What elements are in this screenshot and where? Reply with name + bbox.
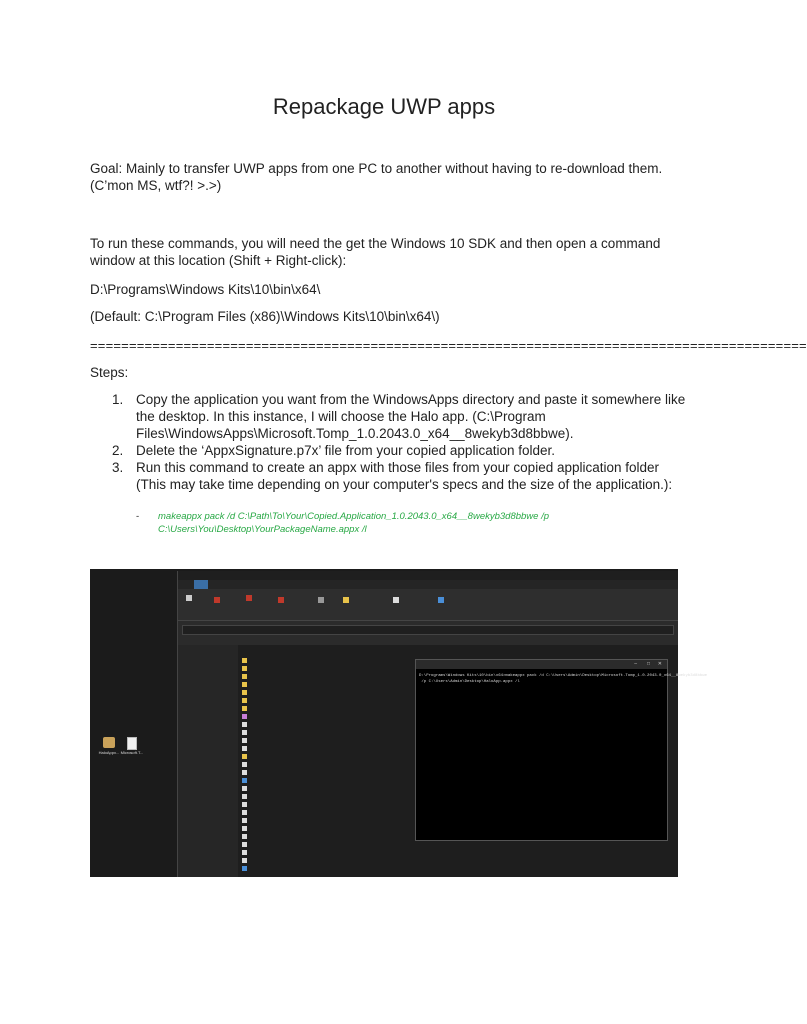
ribbon-tab[interactable] <box>225 580 238 589</box>
file-icon <box>242 762 247 767</box>
separator-line: ============================================================================================ <box>90 338 807 353</box>
window-titlebar <box>178 571 678 580</box>
file-icon <box>242 818 247 823</box>
file-icon <box>242 794 247 799</box>
list-item[interactable] <box>242 673 250 680</box>
step-text: Run this command to create an appx with those files from your copied application folder (This may take time depending on your computer's specs and the size of the application.): <box>136 460 673 492</box>
file-icon <box>242 770 247 775</box>
navigation-pane <box>178 645 238 877</box>
cmd-titlebar <box>416 660 667 669</box>
copy-icon[interactable] <box>214 597 220 603</box>
folder-icon <box>242 674 247 679</box>
package-icon <box>103 737 115 748</box>
file-icon <box>242 850 247 855</box>
intro-paragraph: To run these commands, you will need the get the Windows 10 SDK and then open a command window at this location (Shift + Right-click): <box>90 236 661 268</box>
file-icon <box>242 858 247 863</box>
ribbon-tab[interactable] <box>210 580 223 589</box>
ribbon-tab[interactable] <box>180 580 192 589</box>
list-item[interactable] <box>242 817 250 824</box>
goal-paragraph: Goal: Mainly to transfer UWP apps from one PC to another without having to re-download them. (C’mon MS, wtf?! >.>) <box>90 161 663 193</box>
list-item[interactable] <box>242 825 250 832</box>
delete-icon[interactable] <box>318 597 324 603</box>
select-icon[interactable] <box>438 597 444 603</box>
steps-list <box>112 391 692 493</box>
file-icon <box>242 778 247 783</box>
ribbon-tab[interactable] <box>194 580 207 589</box>
step-text: Copy the application you want from the WindowsApps directory and paste it somewhere like the desktop. In this instance, I will choose the Halo app. (C:\Program Files\WindowsApps\Microsoft.Tomp_1.0.2043.0_x64__8wekyb3d8bbwe). <box>136 392 686 441</box>
ribbon-tabs <box>178 580 678 589</box>
list-item[interactable] <box>242 849 250 856</box>
file-icon <box>242 722 247 727</box>
list-item[interactable] <box>242 753 250 760</box>
file-icon <box>242 834 247 839</box>
list-item[interactable] <box>242 745 250 752</box>
list-item[interactable] <box>242 697 250 704</box>
list-item[interactable] <box>242 833 250 840</box>
list-item[interactable] <box>242 657 250 664</box>
list-item[interactable] <box>242 793 250 800</box>
ribbon-toolbar <box>178 589 678 621</box>
folder-icon <box>242 698 247 703</box>
list-item[interactable] <box>242 729 250 736</box>
folder-icon <box>242 690 247 695</box>
address-bar[interactable] <box>182 625 674 635</box>
document-icon <box>127 737 137 750</box>
folder-icon <box>242 682 247 687</box>
cmd-output: D:\Programs\Windows Kits\10\bin\x64>makeappx pack /d C:\Users\Admin\Desktop\Microsoft.Tomp_1.0.2043.0_x64__8wekyb3d8bbwe /p C:\Users\Admin\Desktop\HaloApp.appx /l <box>419 674 708 684</box>
file-icon <box>242 810 247 815</box>
file-icon <box>242 802 247 807</box>
step-number: 1. <box>112 392 124 407</box>
embedded-screenshot <box>90 569 708 877</box>
step-number: 3. <box>112 460 124 475</box>
list-item[interactable] <box>242 665 250 672</box>
pin-icon[interactable] <box>186 595 192 601</box>
command-text: makeappx pack /d C:\Path\To\Your\Copied.Application_1.0.2043.0_x64__8wekyb3d8bbwe /p C:\Users\You\Desktop\YourPackageName.appx /l <box>158 511 550 535</box>
step-text: Delete the ‘AppxSignature.p7x’ file from your copied application folder. <box>136 443 555 458</box>
cut-icon[interactable] <box>246 595 252 601</box>
desktop-icon-microsoft <box>117 737 147 755</box>
list-item[interactable] <box>242 809 250 816</box>
desktop-icon-label: Microsoft.T... <box>120 750 144 755</box>
folder-icon <box>242 658 247 663</box>
list-item[interactable] <box>242 705 250 712</box>
list-item[interactable] <box>242 785 250 792</box>
bullet-dash: - <box>136 511 140 522</box>
properties-icon[interactable] <box>393 597 399 603</box>
default-path: (Default: C:\Program Files (x86)\Windows Kits\10\bin\x64\) <box>90 309 440 324</box>
list-item[interactable] <box>242 737 250 744</box>
file-explorer-window <box>177 571 708 877</box>
desktop-icon-label: HaloAppx... <box>98 750 120 755</box>
list-item[interactable] <box>242 681 250 688</box>
maximize-icon[interactable]: □ <box>646 661 650 667</box>
list-item[interactable] <box>242 841 250 848</box>
sdk-path: D:\Programs\Windows Kits\10\bin\x64\ <box>90 282 321 297</box>
list-item[interactable] <box>242 713 250 720</box>
page-title: Repackage UWP apps <box>272 94 496 119</box>
folder-icon <box>242 706 247 711</box>
move-icon[interactable] <box>278 597 284 603</box>
list-item[interactable] <box>242 777 250 784</box>
list-item[interactable] <box>242 689 250 696</box>
command-prompt-window[interactable] <box>415 659 708 841</box>
file-icon <box>242 746 247 751</box>
command-example <box>136 510 636 536</box>
file-icon <box>242 786 247 791</box>
list-item[interactable] <box>242 761 250 768</box>
file-icon <box>242 714 247 719</box>
file-icon <box>242 866 247 871</box>
list-item[interactable] <box>242 769 250 776</box>
list-item <box>112 442 692 459</box>
file-icon <box>242 738 247 743</box>
list-item[interactable] <box>242 801 250 808</box>
file-icon <box>242 842 247 847</box>
list-item[interactable] <box>242 865 250 872</box>
list-item[interactable] <box>242 857 250 864</box>
file-icon <box>242 754 247 759</box>
file-icon <box>242 826 247 831</box>
folder-icon <box>242 666 247 671</box>
list-item[interactable] <box>242 721 250 728</box>
list-item <box>112 459 692 493</box>
list-item <box>112 391 692 442</box>
steps-heading: Steps: <box>90 365 129 380</box>
minimize-icon[interactable]: – <box>634 661 637 667</box>
file-icon <box>242 730 247 735</box>
step-number: 2. <box>112 443 124 458</box>
folder-icon[interactable] <box>343 597 349 603</box>
close-icon[interactable]: ✕ <box>657 661 662 667</box>
